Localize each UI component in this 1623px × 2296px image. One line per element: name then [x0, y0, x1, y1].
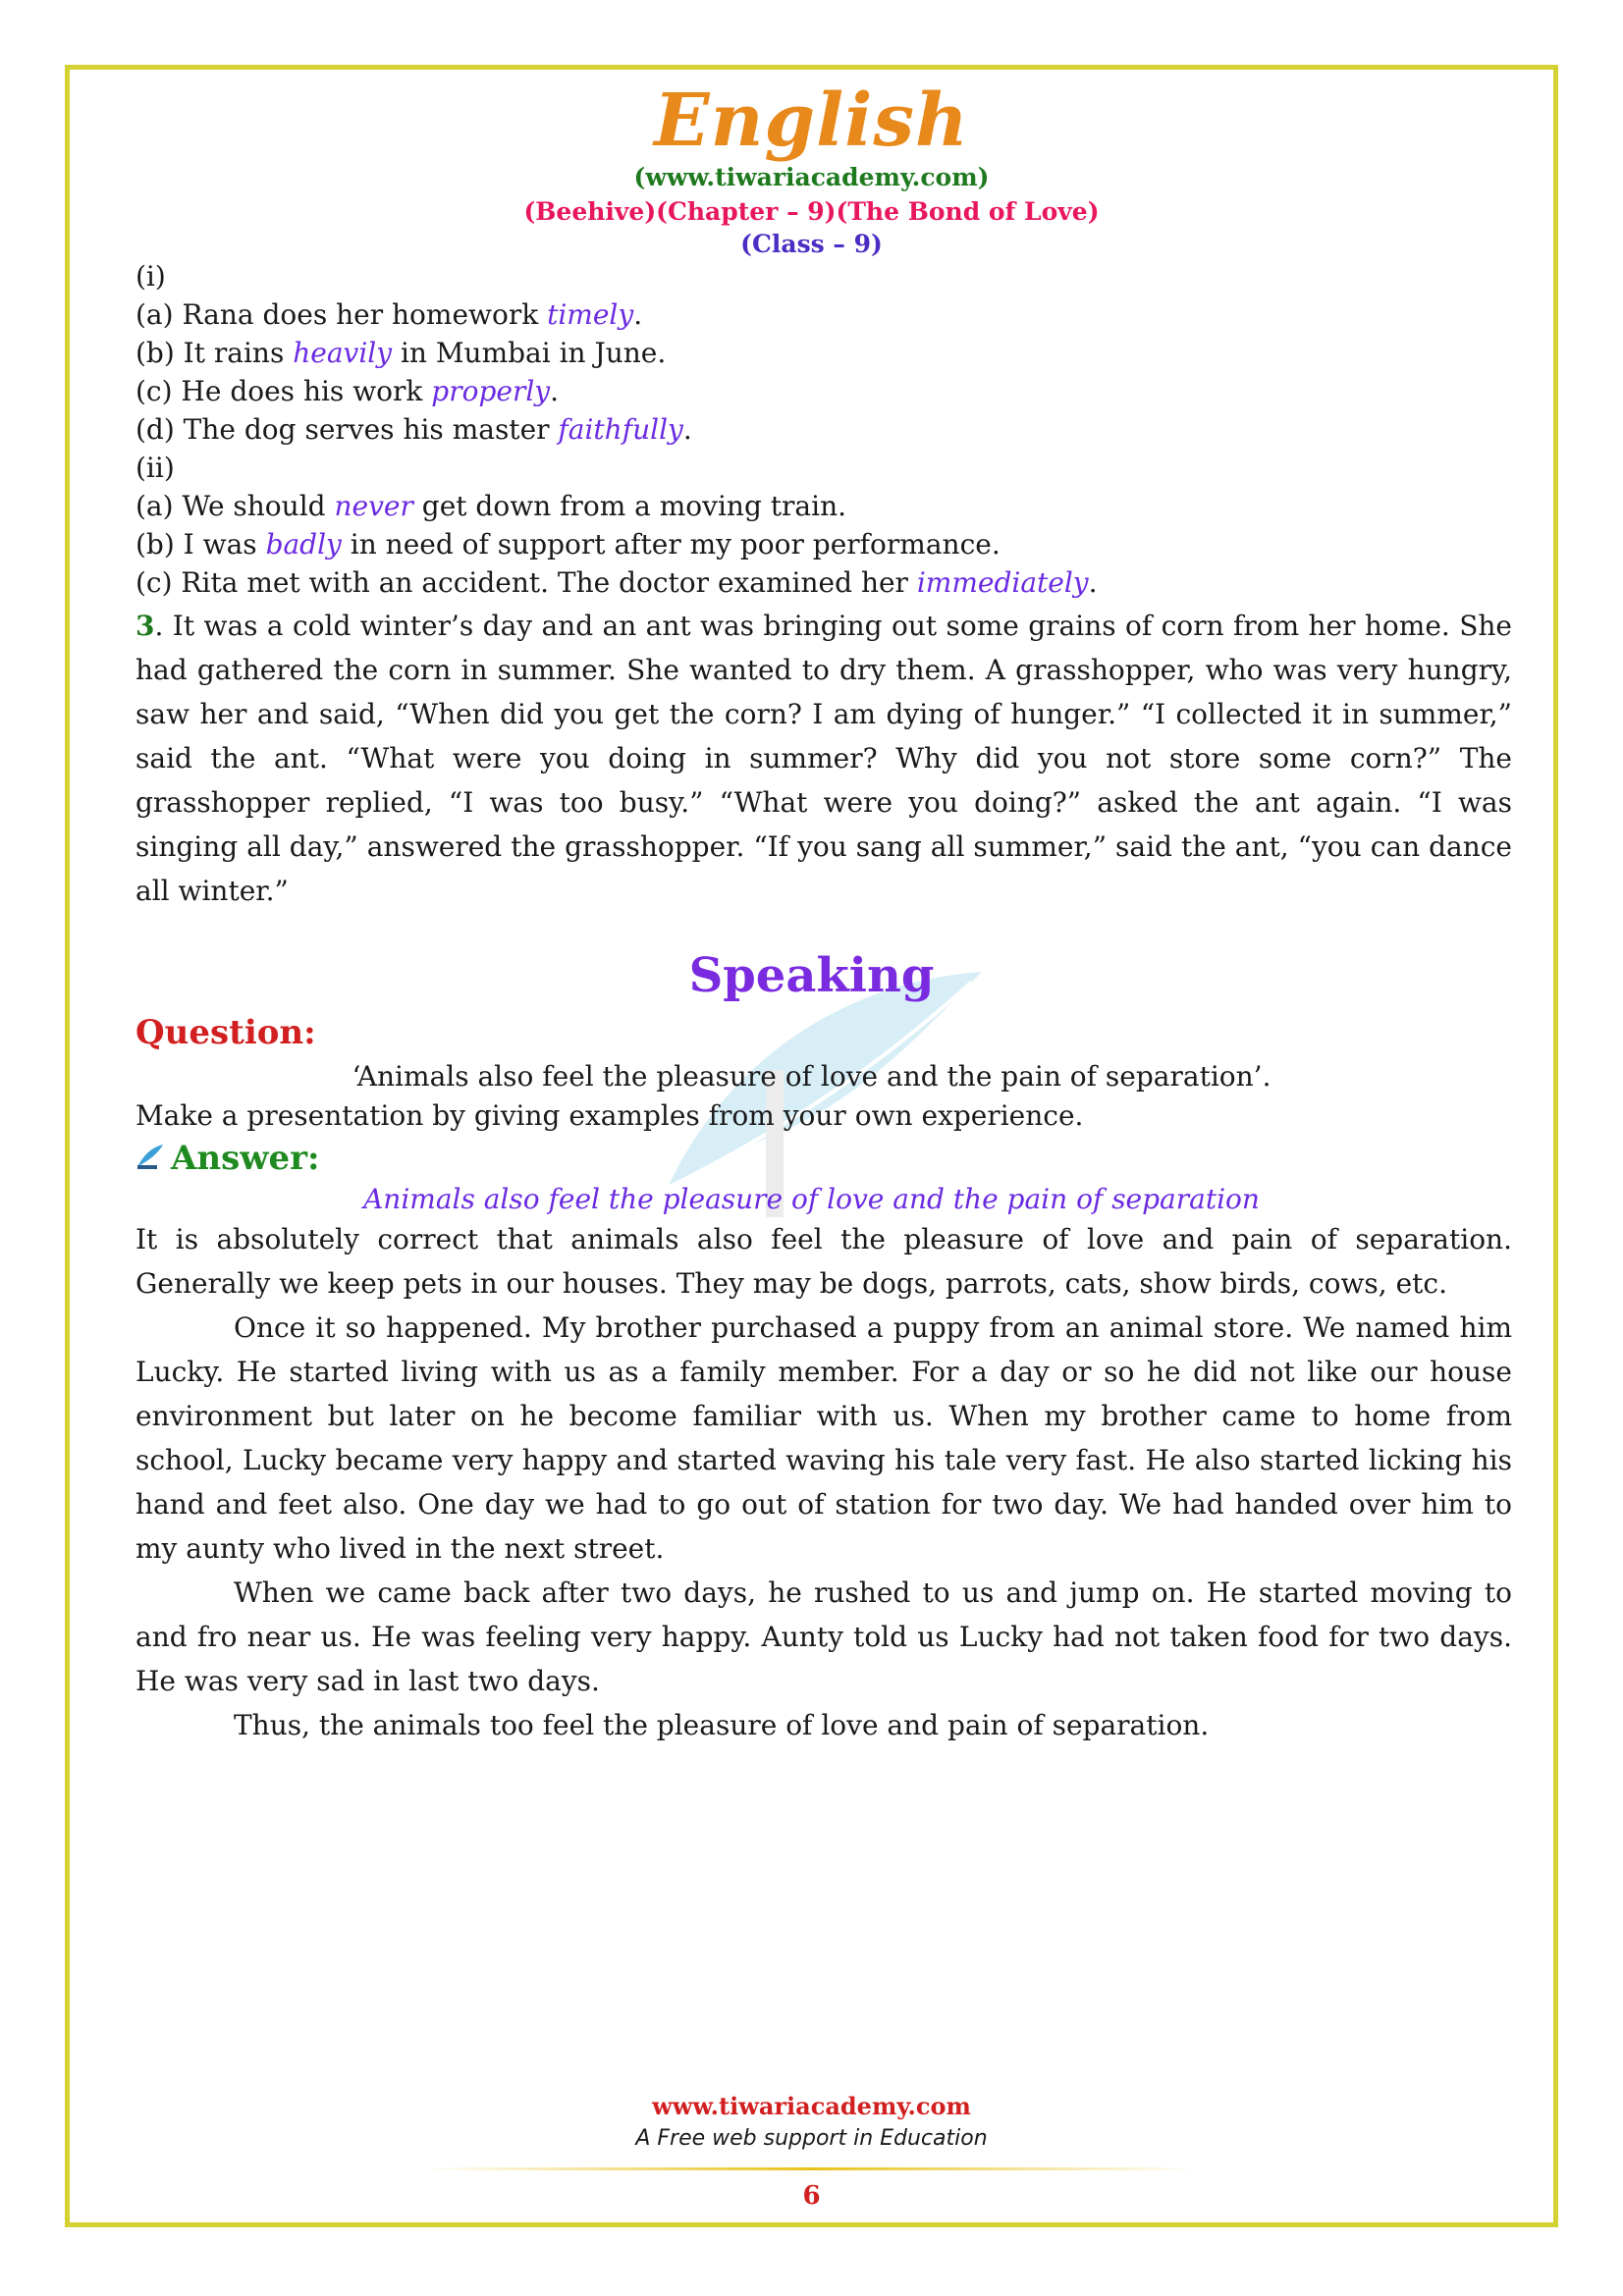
exercise-item [135, 525, 1512, 563]
answer-header [135, 1139, 320, 1178]
page-number: 6 [802, 2181, 821, 2211]
item-text: (a) We should [135, 490, 335, 522]
question-3-text: . It was a cold winter’s day and an ant was bringing out some grains of corn from her home. She had gathered the corn in summer. She wanted to dry them. A grasshopper, who was very hungry, saw her and said, “When did you get the corn? I am dying of hunger.” “I collected it in summer,” said the ant. “What were you doing in summer? Why did you not store some corn?” The grasshopper replied, “I was too busy.” “What were you doing?” asked the ant again. “I was singing all day,” answered the grasshopper. “If you sang all summer,” said the ant, “you can dance all winter.” [135, 610, 1512, 907]
answer-title: Animals also feel the pleasure of love and the pain of separation [363, 1183, 1260, 1215]
question-3-paragraph [135, 604, 1512, 913]
item-text: (b) It rains [135, 337, 294, 369]
footer-site-link[interactable]: www.tiwariacademy.com [652, 2092, 971, 2120]
answer-word: immediately [916, 566, 1089, 599]
question-label: Question: [135, 1013, 316, 1052]
answer-paragraph: Thus, the animals too feel the pleasure of love and pain of separation. [234, 1709, 1210, 1741]
item-text: in need of support after my poor performance. [341, 528, 1001, 561]
answer-paragraph: When we came back after two days, he rushed to us and jump on. He started moving to and fro near us. He was feeling very happy. Aunty told us Lucky had not taken food for two days. He was very sad in last two days. [135, 1576, 1512, 1697]
answer-label: Answer: [171, 1139, 320, 1178]
footer-divider [422, 2167, 1198, 2170]
part-i-label: (i) [135, 260, 166, 293]
exercise-item [135, 295, 1512, 334]
speaking-heading: Speaking [688, 948, 935, 1003]
question-quote: ‘Animals also feel the pleasure of love and the pain of separation’. [352, 1060, 1271, 1093]
exercise-item [135, 372, 1512, 410]
answer-paragraph: Once it so happened. My brother purchased a puppy from an animal store. We named him Lucky. He started living with us as a family member. For a day or so he did not like our house environment but later on he become familiar with us. When my brother came to home from school, Lucky became very happy and started waving his tale very fast. He also started licking his hand and feet also. One day we had to go out of station for two day. We had handed over him to my aunty who lived in the next street. [135, 1311, 1512, 1565]
item-text: . [633, 298, 643, 331]
header-class: (Class – 9) [740, 230, 883, 258]
answer-word: never [334, 490, 413, 522]
header-site-link[interactable]: (www.tiwariacademy.com) [633, 163, 990, 191]
answer-paragraph: It is absolutely correct that animals also feel the pleasure of love and pain of separation. Generally we keep pets in our houses. They may be dogs, parrots, cats, show birds, cows, etc. [135, 1223, 1512, 1300]
answer-body [135, 1217, 1512, 1747]
item-text: (a) Rana does her homework [135, 298, 548, 331]
item-text: in Mumbai in June. [392, 337, 667, 369]
question-text: Make a presentation by giving examples from your own experience. [135, 1099, 1084, 1132]
answer-word: properly [431, 375, 551, 407]
item-text: (d) The dog serves his master [135, 413, 559, 446]
item-text: (c) Rita met with an accident. The doctor examined her [135, 566, 917, 599]
answer-word: badly [265, 528, 342, 561]
exercise-section [135, 257, 1512, 913]
item-text: (b) I was [135, 528, 266, 561]
exercise-item [135, 334, 1512, 372]
answer-word: faithfully [558, 413, 683, 446]
exercise-item [135, 487, 1512, 525]
part-ii-label: (ii) [135, 452, 175, 484]
item-text: get down from a moving train. [412, 490, 847, 522]
item-text: . [1088, 566, 1098, 599]
exercise-item [135, 410, 1512, 449]
question-3-number: 3 [135, 610, 155, 642]
exercise-item [135, 563, 1512, 602]
header-chapter: (Beehive)(Chapter – 9)(The Bond of Love) [523, 197, 1100, 226]
quill-icon [135, 1142, 165, 1176]
item-text: . [682, 413, 692, 446]
footer-tagline: A Free web support in Education [635, 2126, 988, 2151]
page-title: English [654, 79, 969, 163]
item-text: (c) He does his work [135, 375, 432, 407]
item-text: . [550, 375, 560, 407]
answer-word: heavily [293, 337, 393, 369]
answer-word: timely [547, 298, 634, 331]
